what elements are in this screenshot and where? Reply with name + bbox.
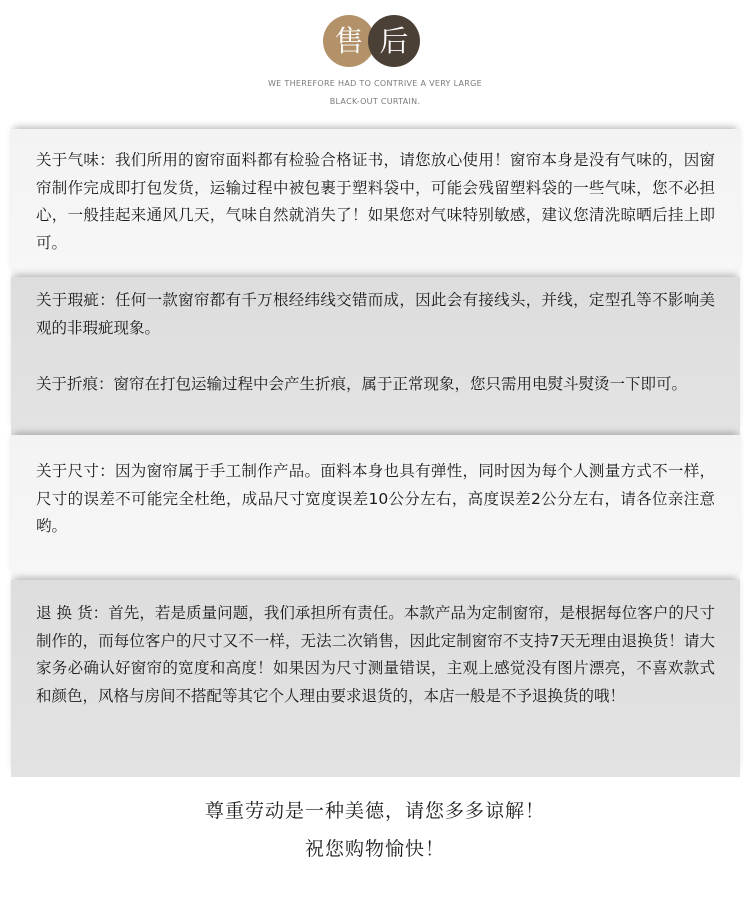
creases-text: 关于折痕：窗帘在打包运输过程中会产生折痕，属于正常现象，您只需用电熨斗熨烫一下即可。 — [36, 375, 688, 393]
footer-line2: 祝您购物愉快！ — [304, 838, 445, 860]
odor-text: 关于气味：我们所用的窗帘面料都有检验合格证书，请您放心使用！窗帘本身是没有气味的，因窗帘制作完成即打包发货，运输过程中被包裹于塑料袋中，可能会残留塑料袋的一些气味，您不必担心，一般挂起来通风几天，气味自然就消失了！如果您对气味特别敏感，建议您清洗晾晒后挂上即可。 — [36, 151, 715, 252]
header-subtitle-line1: WE THEREFORE HAD TO CONTRIVE A VERY LARGE — [267, 79, 483, 88]
page-header — [0, 0, 750, 120]
footer-line1: 尊重劳动是一种美德，请您多多谅解！ — [204, 800, 545, 822]
size-text: 关于尺寸：因为窗帘属于手工制作产品。面料本身也具有弹性，同时因为每个人测量方式不一样，尺寸的误差不可能完全杜绝，成品尺寸宽度误差10公分左右，高度误差2公分左右，请各位亲注意哟。 — [36, 462, 715, 535]
flaws-creases-section — [11, 277, 740, 435]
returns-text: 退 换 货：首先，若是质量问题，我们承担所有责任。本款产品为定制窗帘，是根据每位客户的尺寸制作的，而每位客户的尺寸又不一样，无法二次销售，因此定制窗帘不支持7天无理由退换货！请大家务必确认好窗帘的宽度和高度！如果因为尺寸测量错误，主观上感觉没有图片漂亮，不喜欢款式和颜色，风格与房间不搭配等其它个人理由要求退货的，本店一般是不予退换货的哦！ — [36, 604, 715, 705]
after-sale-badge-left: 售 — [323, 15, 375, 67]
size-section — [11, 435, 740, 580]
flaws-text: 关于瑕疵：任何一款窗帘都有千万根经纬线交错而成，因此会有接线头，并线，定型孔等不影响美观的非瑕疵现象。 — [36, 291, 715, 337]
returns-section — [11, 580, 740, 777]
odor-section — [11, 129, 740, 277]
header-subtitle-line2: BLACK-OUT CURTAIN. — [329, 97, 421, 106]
after-sale-badge-right: 后 — [368, 15, 420, 67]
